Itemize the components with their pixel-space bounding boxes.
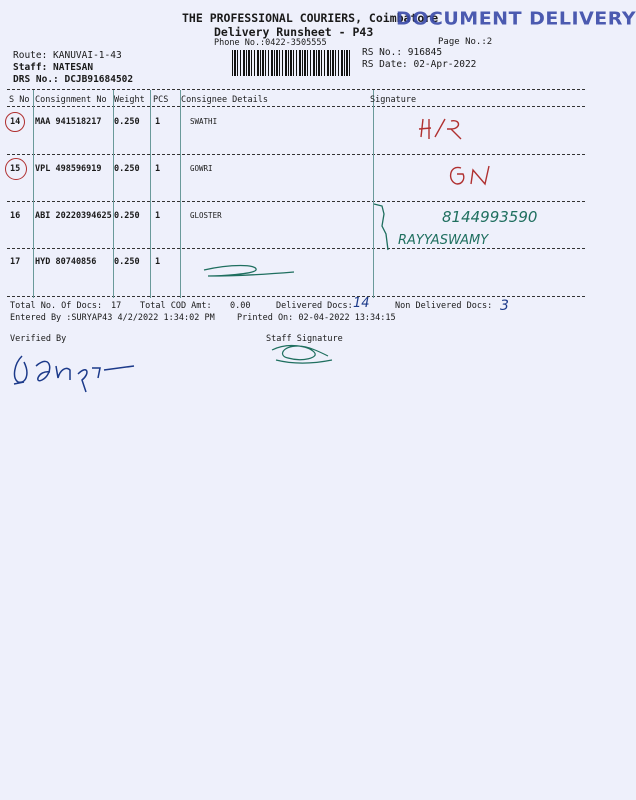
handwritten-signature-row14 (415, 115, 485, 145)
table-bottom-rule (7, 296, 585, 297)
row-consignment: MAA 941518217 (35, 117, 102, 127)
row-sno: 14 (10, 117, 21, 127)
column-header-pcs: PCS (153, 95, 169, 105)
entered-by: Entered By :SURYAP43 4/2/2022 1:34:02 PM (10, 313, 215, 323)
row-consignee: GLOSTER (190, 211, 222, 220)
handwritten-stroke-row17 (200, 260, 300, 282)
row-weight: 0.250 (114, 164, 140, 174)
barcode-image (232, 50, 352, 76)
rs-date: RS Date: 02-Apr-2022 (362, 59, 477, 70)
row-pcs: 1 (155, 211, 161, 221)
svg-text:RAYYASWAMY: RAYYASWAMY (398, 233, 489, 248)
verified-by-label: Verified By (10, 334, 67, 344)
delivered-value: 14 (353, 296, 370, 311)
staff-signature-label: Staff Signature (266, 334, 343, 344)
row-consignment: ABI 20220394625 (35, 211, 112, 221)
column-divider (150, 90, 151, 298)
row-weight: 0.250 (114, 211, 140, 221)
company-title: THE PROFESSIONAL COURIERS, Coimbatore (182, 11, 439, 25)
cod-label: Total COD Amt: (140, 301, 212, 311)
staff-label: Staff: NATESAN (13, 62, 94, 73)
column-divider (180, 90, 181, 298)
row-weight: 0.250 (114, 257, 140, 267)
column-header-weight: Weight (114, 95, 145, 105)
row-pcs: 1 (155, 257, 161, 267)
drs-number: DRS No.: DCJB91684502 (13, 74, 134, 85)
printed-on: Printed On: 02-04-2022 13:34:15 (237, 313, 396, 323)
staff-signature-scribble (268, 338, 338, 368)
route-label: Route: KANUVAI-1-43 (13, 50, 122, 61)
column-header-consignee: Consignee Details (181, 95, 268, 105)
row-sno: 15 (10, 164, 21, 174)
header-rule (7, 106, 585, 107)
row-pcs: 1 (155, 164, 161, 174)
phone-number: Phone No.:0422-3505555 (214, 38, 327, 48)
total-docs-label: Total No. Of Docs: (10, 301, 103, 311)
column-header-signature: Signature (370, 95, 417, 105)
row-weight: 0.250 (114, 117, 140, 127)
rs-number: RS No.: 916845 (362, 47, 443, 58)
non-delivered-value: 3 (500, 298, 509, 314)
non-delivered-label: Non Delivered Docs: (395, 301, 493, 311)
row-rule (7, 154, 585, 155)
handwritten-signature-row15 (445, 160, 505, 192)
handwritten-signature-row16 (366, 200, 576, 255)
row-consignee: SWATHI (190, 117, 218, 126)
verified-by-signature (8, 344, 138, 396)
row-consignment: HYD 80740856 (35, 257, 97, 267)
row-sno: 17 (10, 257, 21, 267)
table-top-rule (7, 89, 585, 90)
column-divider (373, 90, 374, 298)
runsheet-title: Delivery Runsheet - P43 (214, 25, 374, 39)
delivered-label: Delivered Docs: (276, 301, 353, 311)
page-number: Page No.:2 (438, 37, 493, 47)
row-sno: 16 (10, 211, 21, 221)
cod-value: 0.00 (230, 301, 251, 311)
svg-text:8144993590: 8144993590 (442, 208, 538, 226)
column-divider (33, 90, 34, 298)
row-consignment: VPL 498596919 (35, 164, 102, 174)
total-docs-value: 17 (111, 301, 122, 311)
column-header-consignment: Consignment No (35, 95, 107, 105)
document-delivery-stamp: DOCUMENT DELIVERY (396, 8, 636, 30)
row-pcs: 1 (155, 117, 161, 127)
row-consignee: GOWRI (190, 164, 213, 173)
column-header-sno: S No (9, 95, 30, 105)
